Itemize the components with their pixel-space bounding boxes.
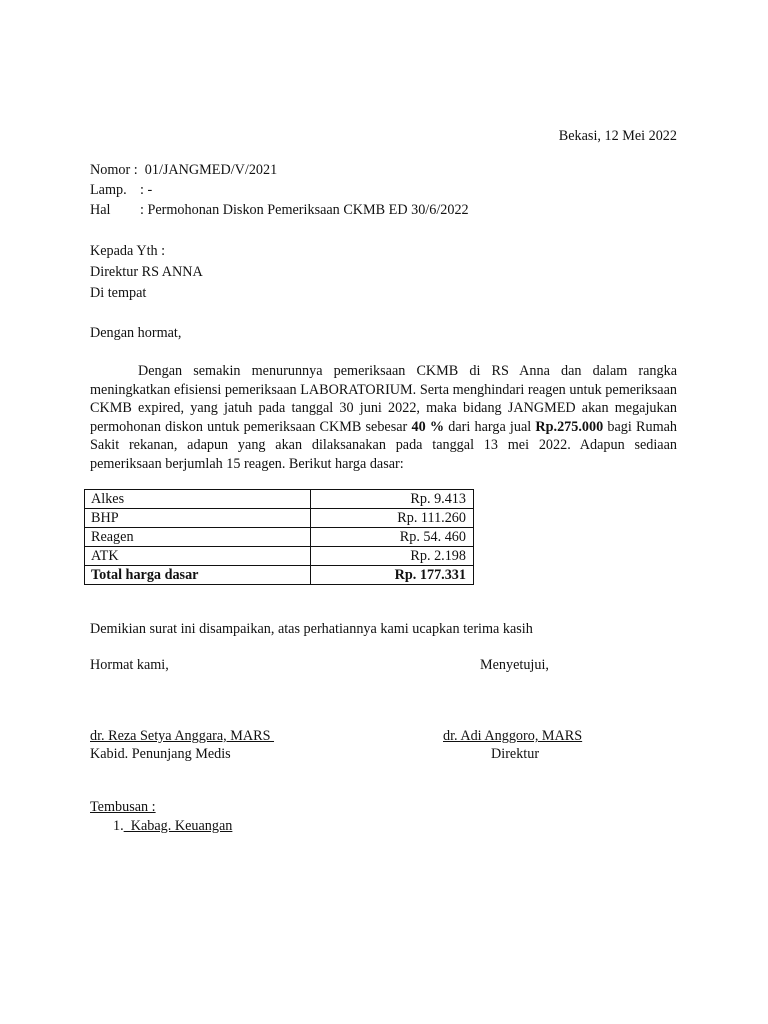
row-value: Rp. 54. 460 (311, 528, 474, 547)
body-text-3: bagi Rumah Sakit rekanan, adapun yang akan dilaksanakan pada tanggal 13 mei 2022. Adapun sediaan pemeriksaan berjumlah 15 reagen. Berikut harga dasar: (90, 418, 677, 472)
row-item: Alkes (85, 490, 311, 509)
nomor-value: 01/JANGMED/V/2021 (144, 162, 278, 178)
row-item: BHP (85, 509, 311, 528)
row-item: ATK (85, 547, 311, 566)
lamp-label: Lamp. (90, 182, 127, 198)
nomor-label: Nomor : (90, 162, 138, 178)
table-row (85, 509, 474, 528)
left-greeting: Hormat kami, (90, 657, 169, 673)
closing-text: Demikian surat ini disampaikan, atas perhatiannya kami ucapkan terima kasih (90, 621, 533, 637)
table-row (85, 528, 474, 547)
body-text-1: Dengan semakin menurunnya pemeriksaan CKMB di RS Anna dan dalam rangka meningkatkan efisiensi pemeriksaan LABORATORIUM. Serta menghindari reagen untuk pemeriksaan CKMB expired, yang jatuh pada tanggal 30 juni 2022, maka bidang JANGMED akan megajukan permohonan diskon untuk pemeriksaan CKMB sebesar (90, 363, 677, 435)
recipient-line-2: Direktur RS ANNA (90, 264, 203, 280)
discount-percent: 40 % (411, 418, 445, 435)
body-text-2: dari harga jual (444, 418, 536, 435)
recipient-line-1: Kepada Yth : (90, 243, 166, 259)
row-value: Rp. 2.198 (311, 547, 474, 566)
row-value: Rp. 111.260 (311, 509, 474, 528)
lamp-line (90, 181, 152, 200)
cc-label: Tembusan : (90, 799, 156, 815)
salutation: Dengan hormat, (90, 325, 182, 341)
cc-item-text: Kabag. Keuangan (123, 818, 233, 834)
hal-label: Hal (90, 202, 111, 218)
left-signatory-name: dr. Reza Setya Anggara, MARS (90, 728, 275, 744)
total-label: Total harga dasar (85, 566, 311, 585)
right-signatory-name: dr. Adi Anggoro, MARS (443, 728, 583, 744)
table-row (85, 547, 474, 566)
left-signatory-title: Kabid. Penunjang Medis (90, 746, 231, 762)
table-row (85, 490, 474, 509)
nomor-line (90, 161, 277, 180)
right-greeting: Menyetujui, (480, 657, 549, 673)
total-value: Rp. 177.331 (311, 566, 474, 585)
hal-line (90, 201, 469, 220)
cost-table (84, 489, 474, 585)
row-value: Rp. 9.413 (311, 490, 474, 509)
selling-price: Rp.275.000 (535, 418, 604, 435)
cc-item-1 (113, 817, 232, 836)
hal-value: : Permohonan Diskon Pemeriksaan CKMB ED 30/6/2022 (140, 202, 469, 218)
lamp-value: : - (140, 182, 153, 198)
recipient-line-3: Di tempat (90, 285, 147, 301)
row-item: Reagen (85, 528, 311, 547)
body-paragraph (90, 362, 677, 473)
table-total-row (85, 566, 474, 585)
cc-item-number: 1. (113, 818, 124, 834)
right-signatory-title: Direktur (491, 746, 540, 762)
letter-date: Bekasi, 12 Mei 2022 (558, 128, 677, 144)
